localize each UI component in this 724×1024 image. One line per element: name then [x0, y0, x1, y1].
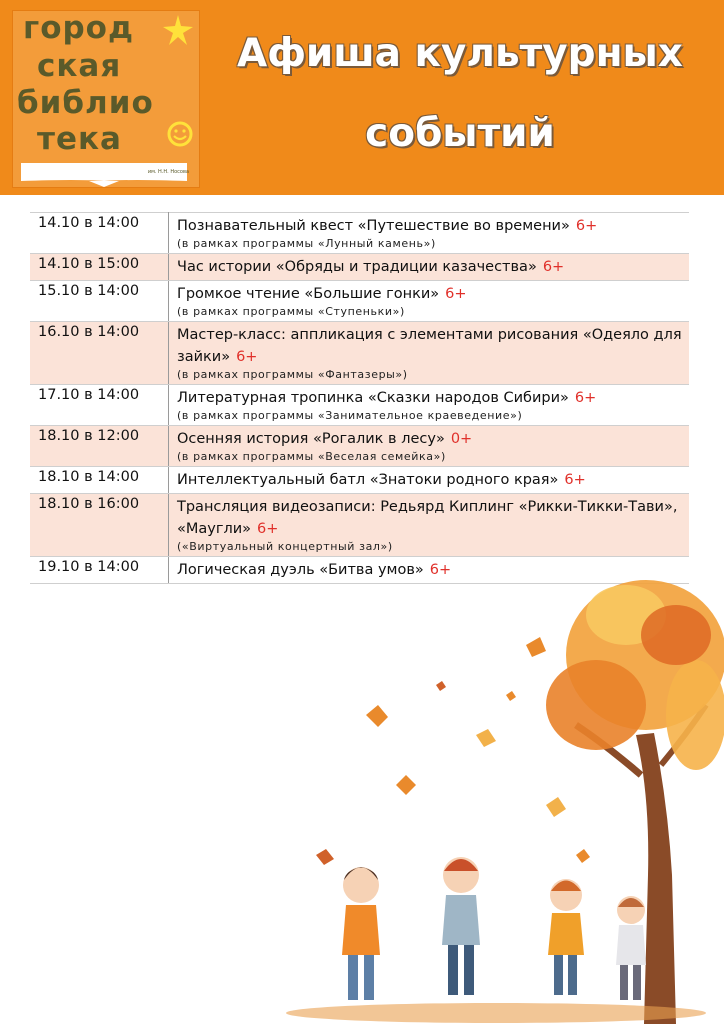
event-title: Литературная тропинка «Сказки народов Сибири»: [177, 390, 569, 406]
event-row: [30, 322, 689, 385]
age-rating-badge: 6+: [542, 259, 565, 275]
event-title-line: [177, 428, 683, 450]
event-program-note: (в рамках программы «Фантазеры»): [177, 368, 408, 381]
autumn-illustration: [276, 575, 724, 1024]
event-program-note: («Виртуальный концертный зал»): [177, 540, 393, 553]
event-date: 18.10 в 16:00: [30, 494, 169, 557]
event-date: 16.10 в 14:00: [30, 322, 169, 385]
sun-icon: [163, 15, 193, 45]
event-title: Познавательный квест «Путешествие во времени»: [177, 218, 570, 234]
event-title-line: [177, 469, 683, 491]
event-title: Громкое чтение «Большие гонки»: [177, 286, 440, 302]
age-rating-badge: 6+: [257, 521, 279, 537]
smile-icon: [167, 121, 193, 147]
logo-text: тека: [37, 121, 122, 157]
event-row: [30, 467, 689, 494]
event-info: [169, 322, 690, 385]
logo-text: ская: [37, 48, 122, 84]
age-rating-badge: 6+: [574, 390, 597, 406]
events-table: [30, 212, 689, 584]
page-title-line1: Афиша культурных: [237, 31, 683, 76]
age-rating-badge: 6+: [236, 349, 258, 365]
event-title: Трансляция видеозаписи: Редьярд Киплинг «Рикки-Тикки-Тави», «Маугли»: [177, 499, 678, 537]
event-program-note: (в рамках программы «Занимательное краеведение»): [177, 409, 523, 422]
event-title-line: [177, 496, 683, 540]
event-date: 14.10 в 15:00: [30, 254, 169, 281]
logo-text: город: [23, 10, 135, 46]
age-rating-badge: 6+: [564, 472, 586, 488]
event-title-line: [177, 324, 683, 368]
age-rating-badge: 6+: [429, 562, 452, 578]
event-title: Мастер-класс: аппликация с элементами рисования «Одеяло для зайки»: [177, 327, 682, 365]
logo-text: библио: [17, 85, 154, 121]
event-row: [30, 426, 689, 467]
event-row: [30, 385, 689, 426]
event-info: [169, 213, 690, 254]
event-row: [30, 213, 689, 254]
event-info: [169, 385, 690, 426]
age-rating-badge: 6+: [445, 286, 467, 302]
event-date: 19.10 в 14:00: [30, 557, 169, 584]
event-info: [169, 467, 690, 494]
logo-subtitle: им. Н.Н. Носова: [147, 169, 189, 175]
event-date: 14.10 в 14:00: [30, 213, 169, 254]
event-title: Логическая дуэль «Битва умов»: [177, 562, 424, 578]
event-title-line: [177, 215, 683, 237]
event-title: Осенняя история «Рогалик в лесу»: [177, 431, 445, 447]
event-title-line: [177, 387, 683, 409]
ground-leaves: [286, 1003, 706, 1023]
children-figures: [342, 857, 646, 1000]
event-info: [169, 426, 690, 467]
event-program-note: (в рамках программы «Ступеньки»): [177, 305, 405, 318]
event-title-line: [177, 283, 683, 305]
event-info: [169, 494, 690, 557]
event-title-line: [177, 256, 683, 278]
event-date: 18.10 в 12:00: [30, 426, 169, 467]
event-info: [169, 254, 690, 281]
event-info: [169, 281, 690, 322]
age-rating-badge: 6+: [575, 218, 598, 234]
event-program-note: (в рамках программы «Лунный камень»): [177, 237, 436, 250]
event-row: [30, 281, 689, 322]
event-date: 15.10 в 14:00: [30, 281, 169, 322]
event-program-note: (в рамках программы «Веселая семейка»): [177, 450, 446, 463]
event-title: Час истории «Обряды и традиции казачества»: [177, 259, 537, 275]
event-title: Интеллектуальный батл «Знатоки родного края»: [177, 472, 559, 488]
header-banner: [0, 0, 724, 195]
tree-foliage: [546, 580, 724, 770]
library-logo: [12, 10, 200, 188]
page-title-line2: событий: [365, 111, 555, 156]
event-date: 17.10 в 14:00: [30, 385, 169, 426]
event-row: [30, 494, 689, 557]
event-date: 18.10 в 14:00: [30, 467, 169, 494]
event-row: [30, 254, 689, 281]
age-rating-badge: 0+: [450, 431, 473, 447]
falling-leaves: [316, 637, 590, 865]
